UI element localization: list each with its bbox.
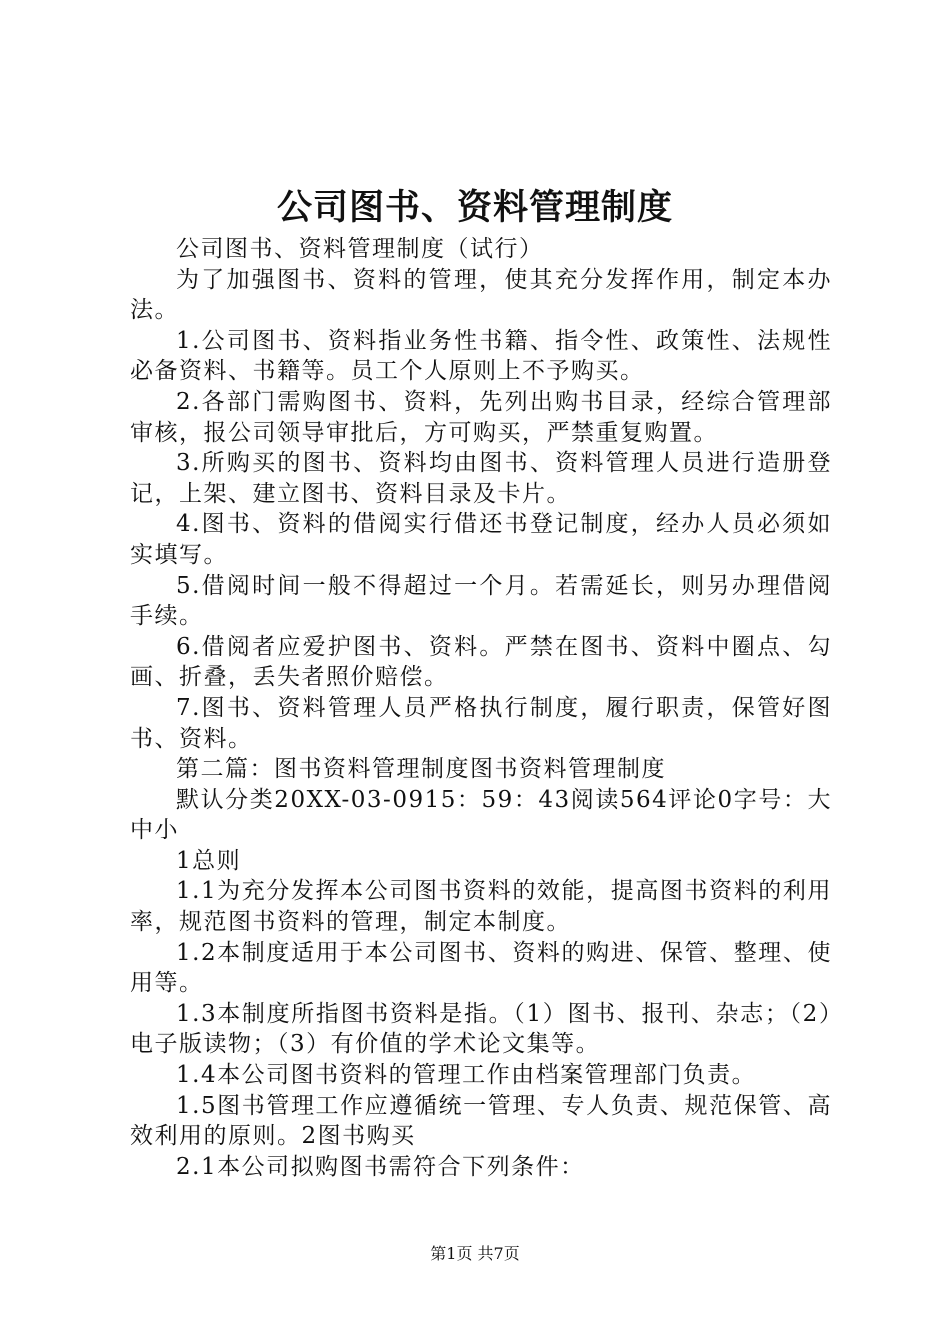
paragraph: 6.借阅者应爱护图书、资料。严禁在图书、资料中圈点、勾画、折叠，丢失者照价赔偿。	[130, 633, 832, 691]
page-number: 第1页 共7页	[430, 1244, 520, 1263]
document-title: 公司图书、资料管理制度	[276, 187, 673, 228]
paragraph: 7.图书、资料管理人员严格执行制度，履行职责，保管好图书、资料。	[130, 694, 832, 752]
paragraph: 2.1本公司拟购图书需符合下列条件：	[176, 1153, 585, 1180]
paragraph: 1.4本公司图书资料的管理工作由档案管理部门负责。	[176, 1062, 757, 1089]
paragraph: 1.3本制度所指图书资料是指。（1）图书、报刊、杂志；（2）电子版读物；（3）有价值的学术论文集等。	[130, 1000, 832, 1058]
section-heading: 1总则	[176, 847, 242, 874]
paragraph: 4.图书、资料的借阅实行借还书登记制度，经办人员必须如实填写。	[130, 511, 832, 568]
paragraph: 1.公司图书、资料指业务性书籍、指令性、政策性、法规性必备资料、书籍等。员工个人原则上不予购买。	[130, 327, 832, 385]
paragraph: 1.1为充分发挥本公司图书资料的效能，提高图书资料的利用率，规范图书资料的管理，制定本制度。	[130, 878, 832, 936]
paragraph: 为了加强图书、资料的管理，使其充分发挥作用，制定本办法。	[130, 266, 832, 324]
section-heading: 第二篇：图书资料管理制度图书资料管理制度	[176, 756, 666, 783]
paragraph: 2.各部门需购图书、资料，先列出购书目录，经综合管理部审核，报公司领导审批后，方可购买，严禁重复购置。	[130, 388, 832, 446]
paragraph: 5.借阅时间一般不得超过一个月。若需延长，则另办理借阅手续。	[130, 572, 832, 630]
post-metadata: 默认分类20XX-03-0915：59：43阅读564评论0字号：大中小	[130, 786, 832, 844]
paragraph: 1.2本制度适用于本公司图书、资料的购进、保管、整理、使用等。	[130, 939, 832, 997]
paragraph: 1.5图书管理工作应遵循统一管理、专人负责、规范保管、高效利用的原则。2图书购买	[130, 1092, 832, 1150]
document-body	[130, 234, 832, 1182]
paragraph: 公司图书、资料管理制度（试行）	[176, 236, 544, 262]
paragraph: 3.所购买的图书、资料均由图书、资料管理人员进行造册登记，上架、建立图书、资料目录及卡片。	[130, 450, 832, 507]
